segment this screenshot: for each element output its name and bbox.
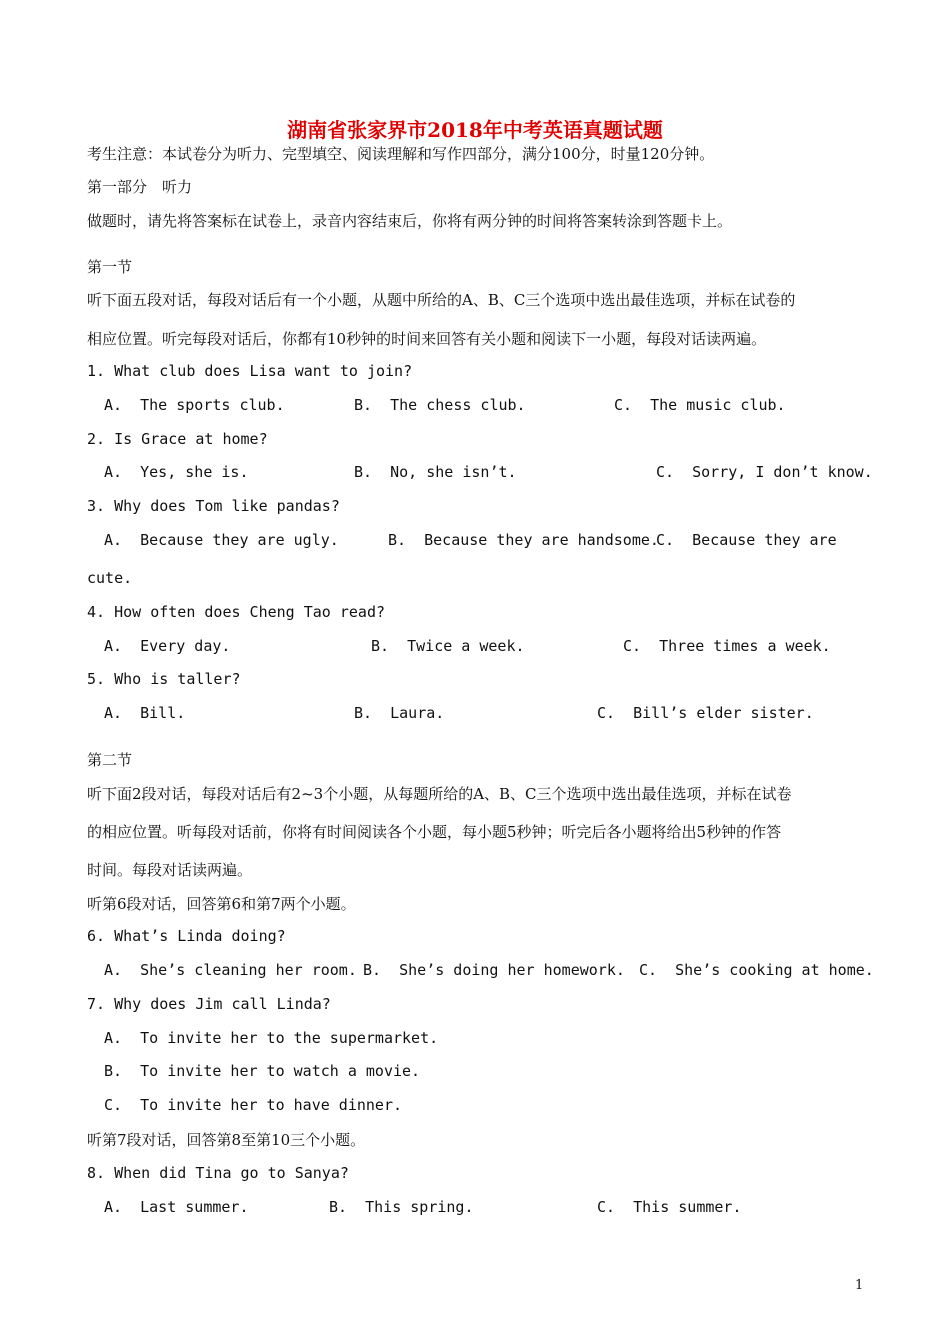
q7-option-a: A. To invite her to the supermarket.	[104, 1029, 439, 1047]
part1-instruction: 做题时，请先将答案标在试卷上，录音内容结束后，你将有两分钟的时间将答案转涂到答题卡上。	[87, 212, 733, 230]
q6-option-a: A. She’s cleaning her room.	[104, 961, 357, 979]
section2-instruction-2: 的相应位置。听每段对话前，你将有时间阅读各个小题，每小题5秒钟；听完后各小题将给出5秒钟的作答	[87, 823, 782, 841]
question-7: 7. Why does Jim call Linda?	[87, 995, 331, 1013]
section1-instruction-1: 听下面五段对话，每段对话后有一个小题，从题中所给的A、B、C三个选项中选出最佳选项，并标在试卷的	[87, 291, 796, 309]
question-4: 4. How often does Cheng Tao read?	[87, 603, 386, 621]
q8-option-b: B. This spring.	[329, 1198, 474, 1216]
dialog-6-note: 听第6段对话，回答第6和第7两个小题。	[87, 895, 356, 913]
q6-option-c: C. She’s cooking at home.	[639, 961, 874, 979]
q1-option-a: A. The sports club.	[104, 396, 285, 414]
question-1: 1. What club does Lisa want to join?	[87, 362, 413, 380]
q1-option-c: C. The music club.	[614, 396, 786, 414]
q2-option-c: C. Sorry, I don’t know.	[656, 463, 873, 481]
q6-option-b: B. She’s doing her homework.	[363, 961, 625, 979]
q5-option-b: B. Laura.	[354, 704, 445, 722]
q8-option-a: A. Last summer.	[104, 1198, 249, 1216]
q7-option-b: B. To invite her to watch a movie.	[104, 1062, 421, 1080]
exam-notice: 考生注意：本试卷分为听力、完型填空、阅读理解和写作四部分，满分100分，时量120分钟。	[87, 145, 715, 163]
q2-option-a: A. Yes, she is.	[104, 463, 249, 481]
q4-option-a: A. Every day.	[104, 637, 231, 655]
q3-option-a: A. Because they are ugly.	[104, 531, 339, 549]
q4-option-b: B. Twice a week.	[371, 637, 525, 655]
q3-option-c: C. Because they are	[656, 531, 837, 549]
q8-option-c: C. This summer.	[597, 1198, 742, 1216]
section2-heading: 第二节	[87, 751, 133, 769]
question-3: 3. Why does Tom like pandas?	[87, 497, 340, 515]
q5-option-a: A. Bill.	[104, 704, 186, 722]
section1-instruction-2: 相应位置。听完每段对话后，你都有10秒钟的时间来回答有关小题和阅读下一小题，每段对话读两遍。	[87, 330, 767, 348]
q2-option-b: B. No, she isn’t.	[354, 463, 517, 481]
question-2: 2. Is Grace at home?	[87, 430, 268, 448]
q7-option-c: C. To invite her to have dinner.	[104, 1096, 403, 1114]
question-8: 8. When did Tina go to Sanya?	[87, 1164, 349, 1182]
section2-instruction-1: 听下面2段对话，每段对话后有2~3个小题，从每题所给的A、B、C三个选项中选出最佳选项，并标在试卷	[87, 785, 792, 803]
q3-option-b: B. Because they are handsome.	[388, 531, 659, 549]
q4-option-c: C. Three times a week.	[623, 637, 831, 655]
question-5: 5. Who is taller?	[87, 670, 241, 688]
dialog-7-note: 听第7段对话，回答第8至第10三个小题。	[87, 1131, 366, 1149]
page-number: 1	[855, 1278, 864, 1293]
page-title: 湖南省张家界市2018年中考英语真题试题	[287, 118, 663, 142]
question-6: 6. What’s Linda doing?	[87, 927, 286, 945]
q1-option-b: B. The chess club.	[354, 396, 526, 414]
q5-option-c: C. Bill’s elder sister.	[597, 704, 814, 722]
part1-heading: 第一部分 听力	[87, 178, 193, 196]
section1-heading: 第一节	[87, 258, 133, 276]
section2-instruction-3: 时间。每段对话读两遍。	[87, 861, 253, 879]
q3-option-c-continued: cute.	[87, 569, 133, 587]
